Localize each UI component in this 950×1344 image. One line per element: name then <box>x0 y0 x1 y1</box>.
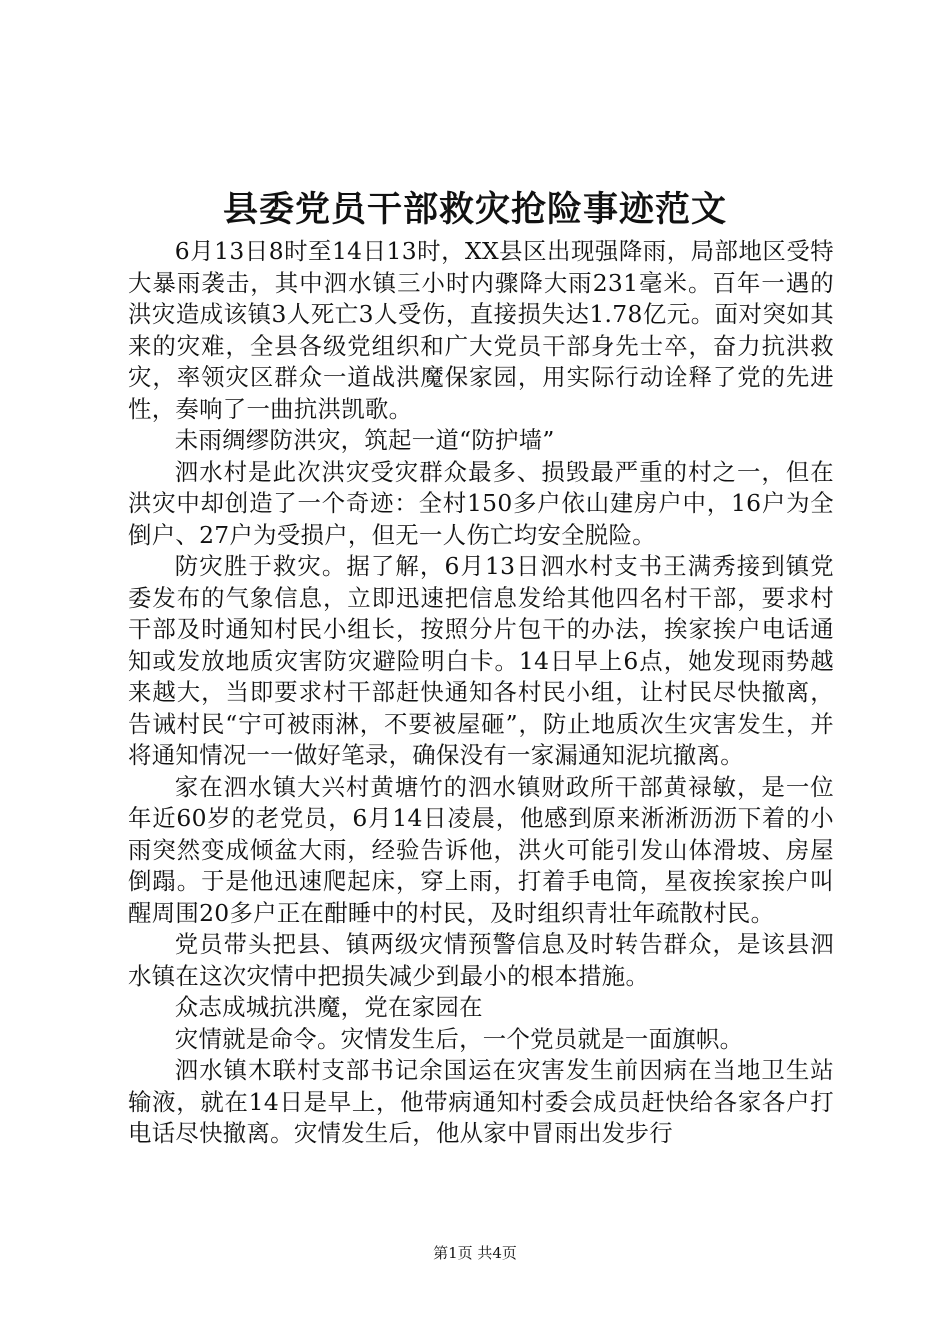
section-heading-flood-prevention: 未雨绸缪防洪灾，筑起一道“防护墙” <box>174 426 555 454</box>
paragraph-intro: 6月13日8时至14日13时，XX县区出现强降雨，局部地区受特大暴雨袭击，其中泗水镇三小时内骤降大雨231毫米。百年一遇的洪灾造成该镇3人死亡3人受伤，直接损失达1.78亿元。面对突如其来的灾难，全县各级党组织和广大党员干部身先士卒，奋力抗洪救灾，率领灾区群众一道战洪魔保家园，用实际行动诠释了党的先进性，奏响了一曲抗洪凯歌。 <box>128 237 834 423</box>
section-heading-united-fight: 众志成城抗洪魔，党在家园在 <box>174 993 483 1021</box>
paragraph-disaster-is-order: 灾情就是命令。灾情发生后，一个党员就是一面旗帜。 <box>174 1024 744 1053</box>
paragraph-yu-guoyun: 泗水镇木联村支部书记余国运在灾害发生前因病在当地卫生站输液，就在14日是早上，他带病通知村委会成员赶快给各家各户打电话尽快撤离。灾情发生后，他从家中冒雨出发步行 <box>128 1056 834 1147</box>
paragraph-sishui-village: 泗水村是此次洪灾受灾群众最多、损毁最严重的村之一，但在洪灾中却创造了一个奇迹：全村150多户依山建房户中，16户为全倒户、27户为受损户，但无一人伤亡均安全脱险。 <box>128 457 834 549</box>
page-footer: 第1页 共4页 <box>433 1244 517 1262</box>
document-title: 县委党员干部救灾抢险事迹范文 <box>222 189 727 230</box>
paragraph-huang-lumin: 家在泗水镇大兴村黄塘竹的泗水镇财政所干部黄禄敏，是一位年近60岁的老党员，6月14日凌晨，他感到原来淅淅沥沥下着的小雨突然变成倾盆大雨，经验告诉他，洪火可能引发山体滑坡、房屋倒蹋。于是他迅速爬起床，穿上雨，打着手电筒，星夜挨家挨户叫醒周围20多户正在酣睡中的村民，及时组织青壮年疏散村民。 <box>128 772 834 927</box>
document-body <box>128 236 834 1150</box>
paragraph-disaster-prevention: 防灾胜于救灾。据了解，6月13日泗水村支书王满秀接到镇党委发布的气象信息，立即迅速把信息发给其他四名村干部，要求村干部及时通知村民小组长，按照分片包干的办法，挨家挨户电话通知或发放地质灾害防灾避险明白卡。14日早上6点，她发现雨势越来越大，当即要求村干部赶快通知各村民小组，让村民尽快撤离，告诫村民“宁可被雨淋，不要被屋砸”，防止地质次生灾害发生，并将通知情况一一做好笔录，确保没有一家漏通知泥坑撤离。 <box>128 552 834 769</box>
paragraph-party-members-lead: 党员带头把县、镇两级灾情预警信息及时转告群众，是该县泗水镇在这次灾情中把损失减少到最小的根本措施。 <box>128 930 834 990</box>
